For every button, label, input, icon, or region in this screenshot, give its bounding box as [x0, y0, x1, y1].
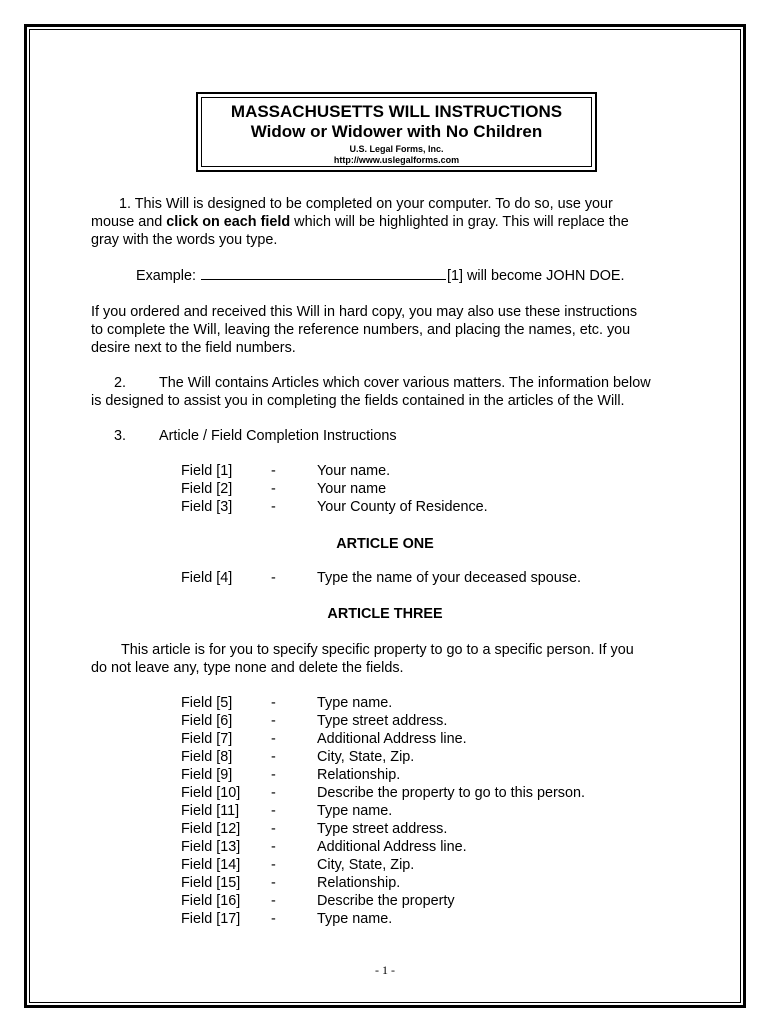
field-label: Field [3]: [181, 499, 233, 515]
field-description: Type the name of your deceased spouse.: [317, 570, 581, 586]
para4-number: 3.: [114, 428, 127, 444]
field-label: Field [16]: [181, 893, 241, 909]
para1-line2: [91, 213, 629, 231]
field-description: Type name.: [317, 911, 393, 927]
para2-line3: desire next to the field numbers.: [91, 340, 296, 356]
para1-line2-c: which will be highlighted in gray. This will replace the: [290, 214, 629, 230]
para3-line2: is designed to assist you in completing the fields contained in the articles of the Will.: [91, 393, 625, 409]
para1-line2-bold: click on each field: [166, 214, 291, 230]
article-three-intro-line1: This article is for you to specify specific property to go to a specific person. If you: [121, 642, 634, 658]
field-description: Type street address.: [317, 821, 448, 837]
field-description: Additional Address line.: [317, 839, 467, 855]
field-dash: -: [271, 821, 276, 837]
field-description: Type name.: [317, 803, 393, 819]
example-line: [136, 266, 625, 285]
field-dash: -: [271, 481, 276, 497]
field-label: Field [12]: [181, 821, 241, 837]
field-description: City, State, Zip.: [317, 749, 415, 765]
document-title: MASSACHUSETTS WILL INSTRUCTIONS: [230, 102, 563, 121]
field-dash: -: [271, 713, 276, 729]
field-label: Field [13]: [181, 839, 241, 855]
field-description: Describe the property to go to this person.: [317, 785, 585, 801]
field-label: Field [17]: [181, 911, 241, 927]
field-description: Relationship.: [317, 875, 401, 891]
field-label: Field [8]: [181, 749, 233, 765]
field-dash: -: [271, 499, 276, 515]
field-label: Field [11]: [181, 803, 240, 819]
field-dash: -: [271, 785, 276, 801]
field-label: Field [6]: [181, 713, 233, 729]
field-description: Your County of Residence.: [317, 499, 488, 515]
field-label: Field [15]: [181, 875, 241, 891]
field-dash: -: [271, 857, 276, 873]
field-label: Field [10]: [181, 785, 241, 801]
para4-text: Article / Field Completion Instructions: [159, 428, 397, 444]
para1-line3: gray with the words you type.: [91, 232, 278, 248]
example-blank-field: [201, 266, 446, 280]
para2-line2: to complete the Will, leaving the reference numbers, and placing the names, etc. you: [91, 322, 631, 338]
company-name: U.S. Legal Forms, Inc.: [349, 144, 444, 154]
title-box: [201, 97, 592, 167]
field-label: Field [14]: [181, 857, 241, 873]
para1-line2-a: mouse and: [91, 214, 167, 230]
para2-line1: If you ordered and received this Will in hard copy, you may also use these instructions: [91, 304, 638, 320]
field-description: Type street address.: [317, 713, 448, 729]
field-dash: -: [271, 911, 276, 927]
article-one-heading: ARTICLE ONE: [336, 536, 434, 552]
example-label: Example:: [136, 268, 200, 284]
field-label: Field [2]: [181, 481, 233, 497]
field-dash: -: [271, 749, 276, 765]
field-dash: -: [271, 695, 276, 711]
field-description: Type name.: [317, 695, 393, 711]
field-label: Field [9]: [181, 767, 233, 783]
article-three-intro-line2: do not leave any, type none and delete the fields.: [91, 660, 404, 676]
field-description: Additional Address line.: [317, 731, 467, 747]
para1-line1: 1. This Will is designed to be completed on your computer. To do so, use your: [119, 196, 613, 212]
company-url: http://www.uslegalforms.com: [333, 155, 460, 165]
field-description: Describe the property: [317, 893, 455, 909]
example-suffix: [1] will become JOHN DOE.: [447, 268, 625, 284]
field-dash: -: [271, 875, 276, 891]
document-subtitle: Widow or Widower with No Children: [250, 122, 543, 141]
field-dash: -: [271, 731, 276, 747]
field-dash: -: [271, 570, 276, 586]
article-three-heading: ARTICLE THREE: [327, 606, 443, 622]
field-dash: -: [271, 463, 276, 479]
para3-number: 2.: [114, 375, 127, 391]
field-label: Field [7]: [181, 731, 233, 747]
field-dash: -: [271, 839, 276, 855]
field-dash: -: [271, 803, 276, 819]
field-description: City, State, Zip.: [317, 857, 415, 873]
field-dash: -: [271, 893, 276, 909]
field-label: Field [5]: [181, 695, 233, 711]
field-dash: -: [271, 767, 276, 783]
para3-line1: The Will contains Articles which cover various matters. The information below: [159, 375, 651, 391]
field-label: Field [1]: [181, 463, 233, 479]
field-description: Relationship.: [317, 767, 401, 783]
field-description: Your name.: [317, 463, 391, 479]
field-label: Field [4]: [181, 570, 233, 586]
field-description: Your name: [317, 481, 387, 497]
page-number: - 1 -: [375, 963, 395, 977]
